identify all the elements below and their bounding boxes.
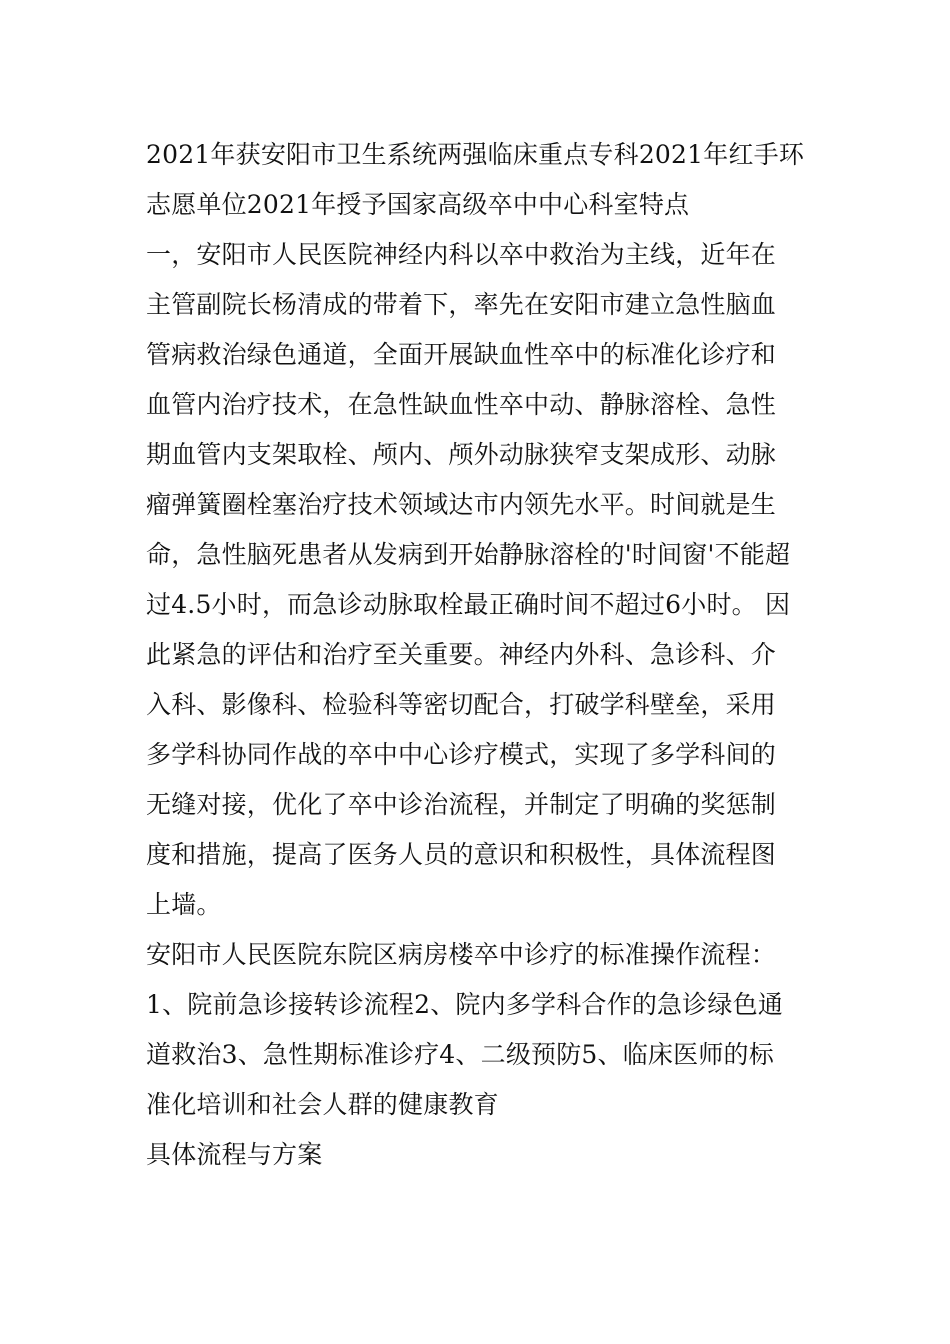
paragraph-line: 具体流程与方案 (146, 1140, 323, 1169)
paragraph-line: 准化培训和社会人群的健康教育 (146, 1090, 499, 1119)
intro-paragraph (146, 230, 806, 930)
paragraph-line: 道救治3、急性期标准诊疗4、二级预防5、临床医师的标 (146, 1040, 774, 1069)
paragraph-line: 过4.5小时，而急诊动脉取栓最正确时间不超过6小时。 因 (146, 590, 791, 619)
paragraph-line: 主管副院长杨清成的带着下，率先在安阳市建立急性脑血 (146, 290, 777, 319)
paragraph-line: 一，安阳市人民医院神经内科以卒中救治为主线，近年在 (146, 240, 777, 269)
paragraph-line: 管病救治绿色通道，全面开展缺血性卒中的标准化诊疗和 (146, 340, 777, 369)
paragraph-line: 上墙。 (146, 890, 222, 919)
heading-paragraph (146, 130, 806, 230)
heading-line: 2021年获安阳市卫生系统两强临床重点专科2021年红手环 (146, 140, 805, 169)
paragraph-line: 多学科协同作战的卒中中心诊疗模式，实现了多学科间的 (146, 740, 777, 769)
heading-line: 志愿单位2021年授予国家高级卒中中心科室特点 (146, 190, 690, 219)
paragraph-line: 安阳市人民医院东院区病房楼卒中诊疗的标准操作流程： (146, 940, 777, 969)
closing-paragraph (146, 1130, 806, 1180)
paragraph-line: 无缝对接，优化了卒中诊治流程，并制定了明确的奖惩制 (146, 790, 777, 819)
paragraph-line: 瘤弹簧圈栓塞治疗技术领域达市内领先水平。时间就是生 (146, 490, 777, 519)
paragraph-line: 期血管内支架取栓、颅内、颅外动脉狭窄支架成形、动脉 (146, 440, 777, 469)
document-body (146, 130, 806, 1180)
paragraph-line: 命，急性脑死患者从发病到开始静脉溶栓的'时间窗'不能超 (146, 540, 791, 569)
paragraph-line: 度和措施，提高了医务人员的意识和积极性，具体流程图 (146, 840, 777, 869)
paragraph-line: 1、院前急诊接转诊流程2、院内多学科合作的急诊绿色通 (146, 990, 784, 1019)
paragraph-line: 入科、影像科、检验科等密切配合，打破学科壁垒，采用 (146, 690, 777, 719)
paragraph-line: 血管内治疗技术，在急性缺血性卒中动、静脉溶栓、急性 (146, 390, 777, 419)
paragraph-line: 此紧急的评估和治疗至关重要。神经内外科、急诊科、介 (146, 640, 777, 669)
procedure-paragraph (146, 930, 806, 1130)
